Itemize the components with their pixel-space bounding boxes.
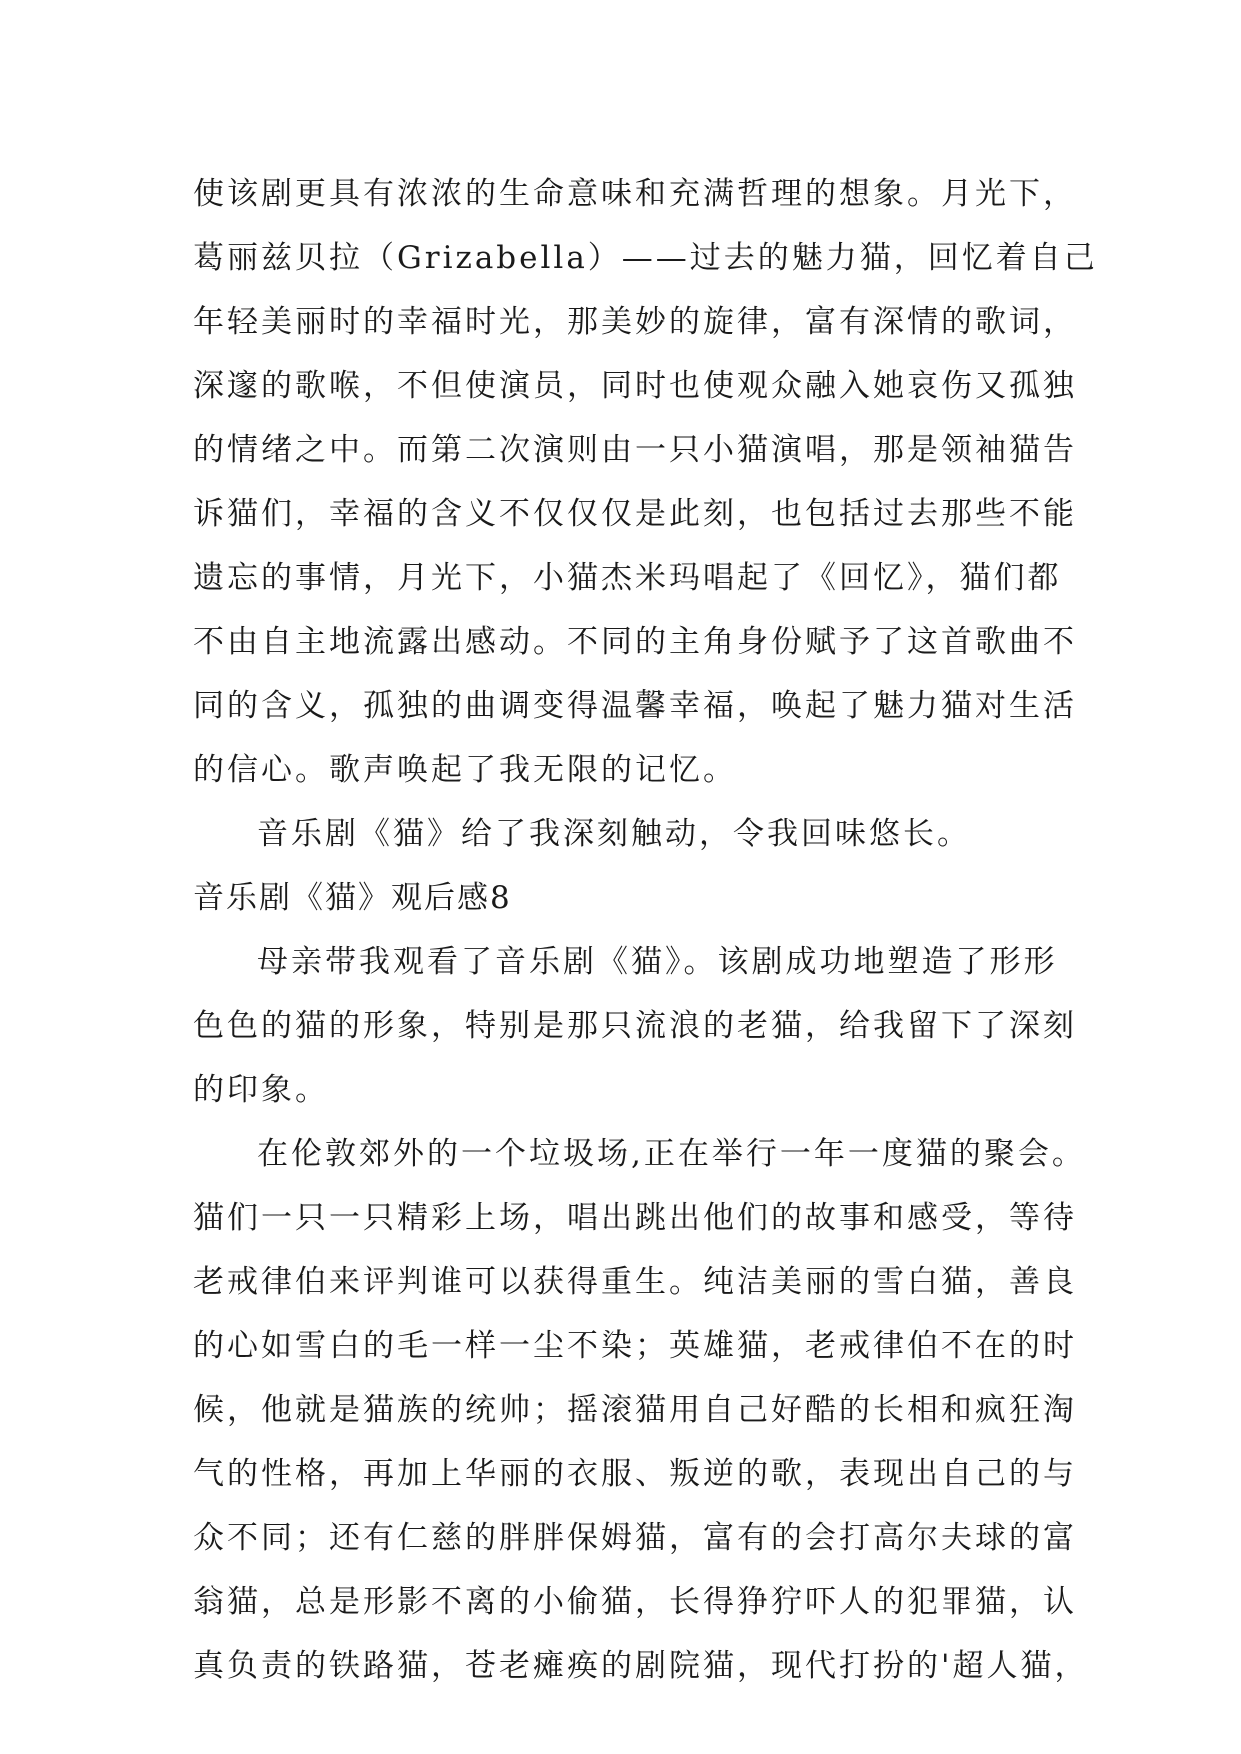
text-line: 的信心。歌声唤起了我无限的记忆。: [193, 752, 737, 788]
text-line: 猫们一只一只精彩上场，唱出跳出他们的故事和感受，等待: [193, 1200, 1077, 1236]
text-line: 不由自主地流露出感动。不同的主角身份赋予了这首歌曲不: [193, 624, 1077, 660]
text-line: 葛丽兹贝拉（Grizabella）——过去的魅力猫，回忆着自己: [193, 240, 1098, 276]
text-line: 候，他就是猫族的统帅；摇滚猫用自己好酷的长相和疯狂淘: [193, 1392, 1077, 1428]
text-line: 遗忘的事情，月光下，小猫杰米玛唱起了《回忆》，猫们都: [193, 560, 1062, 596]
text-line: 年轻美丽时的幸福时光，那美妙的旋律，富有深情的歌词，: [193, 304, 1077, 340]
text-line: 色色的猫的形象，特别是那只流浪的老猫，给我留下了深刻: [193, 1008, 1077, 1044]
text-line: 的印象。: [193, 1072, 329, 1108]
section-heading: 音乐剧《猫》观后感8: [193, 880, 512, 916]
text-line: 真负责的铁路猫，苍老瘫痪的剧院猫，现代打扮的'超人猫，: [193, 1648, 1089, 1684]
paragraph-first-line: 在伦敦郊外的一个垃圾场,正在举行一年一度猫的聚会。: [257, 1136, 1086, 1172]
text-line: 同的含义，孤独的曲调变得温馨幸福，唤起了魅力猫对生活: [193, 688, 1077, 724]
text-line: 深邃的歌喉，不但使演员，同时也使观众融入她哀伤又孤独: [193, 368, 1077, 404]
text-line: 气的性格，再加上华丽的衣服、叛逆的歌，表现出自己的与: [193, 1456, 1077, 1492]
text-line: 老戒律伯来评判谁可以获得重生。纯洁美丽的雪白猫，善良: [193, 1264, 1077, 1300]
text-line: 使该剧更具有浓浓的生命意味和充满哲理的想象。月光下，: [193, 176, 1077, 212]
paragraph-first-line: 母亲带我观看了音乐剧《猫》。该剧成功地塑造了形形: [257, 944, 1058, 980]
text-line: 众不同；还有仁慈的胖胖保姆猫，富有的会打高尔夫球的富: [193, 1520, 1077, 1556]
body-text: [193, 162, 1098, 1698]
text-line: 的情绪之中。而第二次演则由一只小猫演唱，那是领袖猫告: [193, 432, 1077, 468]
text-line: 的心如雪白的毛一样一尘不染；英雄猫，老戒律伯不在的时: [193, 1328, 1077, 1364]
text-line: 翁猫，总是形影不离的小偷猫，长得狰狞吓人的犯罪猫，认: [193, 1584, 1077, 1620]
text-line: 诉猫们，幸福的含义不仅仅仅是此刻，也包括过去那些不能: [193, 496, 1077, 532]
paragraph-first-line: 音乐剧《猫》给了我深刻触动，令我回味悠长。: [257, 816, 971, 852]
